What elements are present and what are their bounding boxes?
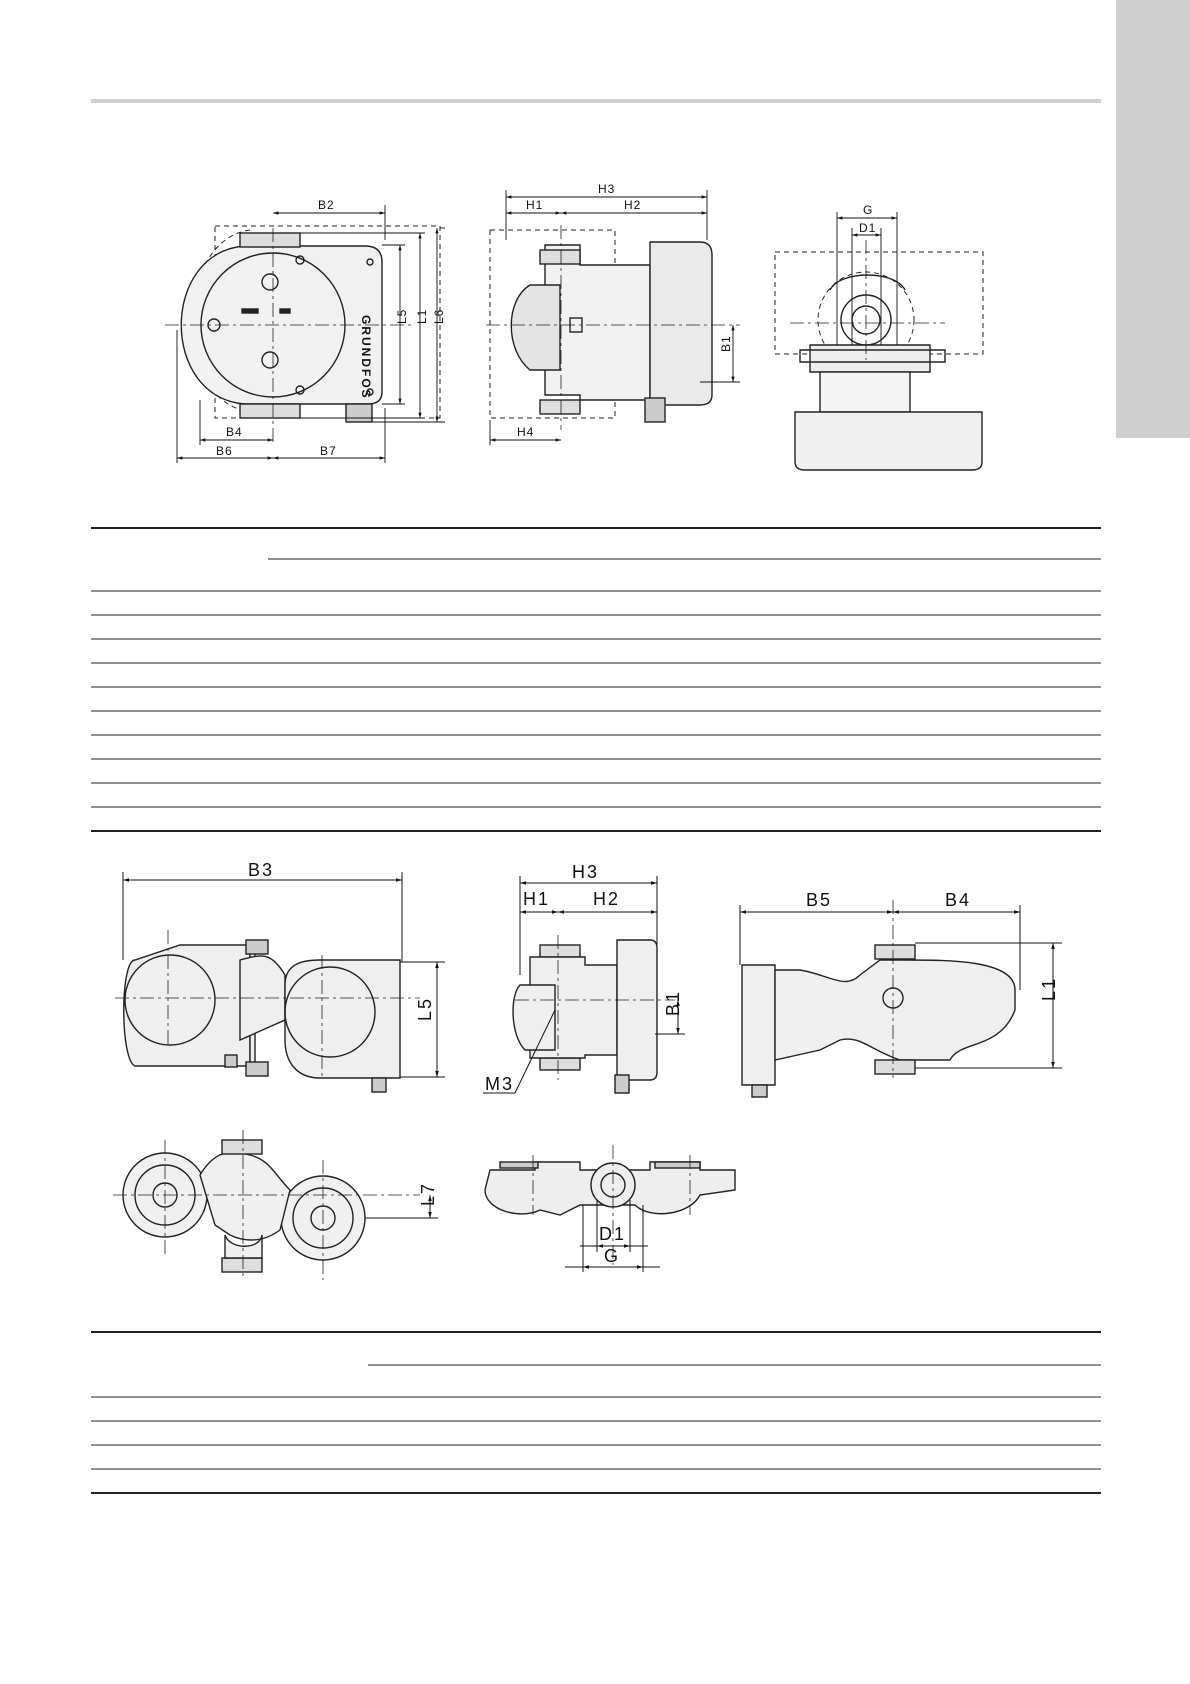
twin-pump-side-view xyxy=(513,940,657,1093)
dim-label-D1-bottom: D1 xyxy=(599,1224,627,1244)
dim-label-M3: M3 xyxy=(485,1074,515,1094)
dim-label-L5: L5 xyxy=(395,308,409,324)
dim-label-B2: B2 xyxy=(318,198,335,212)
dim-label-G-bottom: G xyxy=(604,1246,621,1266)
svg-text:GRUNDFOS: GRUNDFOS xyxy=(359,315,373,400)
twin-pump-bottom-view xyxy=(485,1162,735,1215)
twin-pump-top-view xyxy=(123,1140,365,1272)
dim-label-L7: L7 xyxy=(418,1181,438,1206)
dim-label-B1-top: B1 xyxy=(719,335,733,352)
twin-pump-end-view xyxy=(742,945,1015,1097)
dim-label-H1-bottom: H1 xyxy=(523,889,551,909)
dim-label-B4: B4 xyxy=(226,425,243,439)
dim-label-B7: B7 xyxy=(320,444,337,458)
dim-label-H1-top: H1 xyxy=(526,198,544,212)
pump-side-view xyxy=(490,230,712,422)
dim-label-H3-top: H3 xyxy=(598,182,616,196)
dim-label-G-top: G xyxy=(863,203,874,217)
dim-label-D1-top: D1 xyxy=(859,221,877,235)
dim-label-L1: L1 xyxy=(415,308,429,324)
dim-label-B1-bottom: B1 xyxy=(663,989,683,1016)
dim-label-H2-top: H2 xyxy=(624,198,642,212)
dim-label-L5-bottom: L5 xyxy=(415,996,435,1021)
dim-label-B3: B3 xyxy=(248,860,275,880)
dim-label-L1-bottom: L1 xyxy=(1039,976,1059,1001)
pump-end-view xyxy=(775,252,983,470)
dim-label-B4-bottom: B4 xyxy=(945,890,972,910)
dim-label-H3-bottom: H3 xyxy=(572,862,600,882)
dim-label-H4: H4 xyxy=(517,425,535,439)
dim-label-B5: B5 xyxy=(806,890,833,910)
table-2-rules xyxy=(91,1332,1101,1493)
dim-label-H2-bottom: H2 xyxy=(593,889,621,909)
dim-label-L6: L6 xyxy=(432,308,446,324)
table-1-rules xyxy=(91,528,1101,831)
twin-pump-front-view xyxy=(124,940,400,1092)
dim-label-B6: B6 xyxy=(216,444,233,458)
